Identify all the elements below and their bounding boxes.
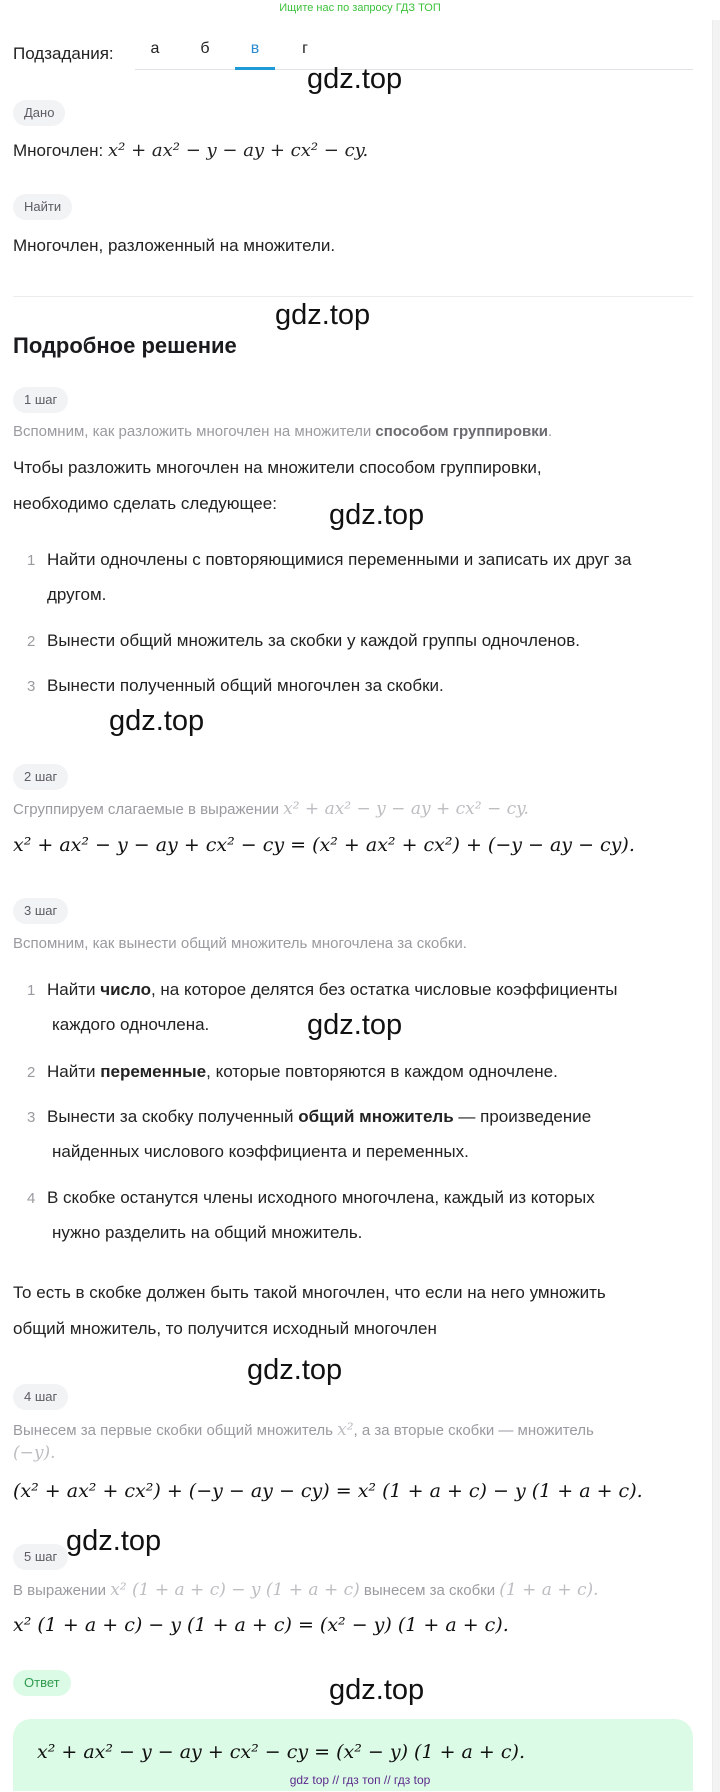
list-number: 1	[27, 552, 36, 569]
find-text: Многочлен, разложенный на множители.	[13, 236, 336, 255]
watermark: gdz.top	[109, 705, 205, 737]
step-4-hint-math2: (−y).	[13, 1443, 56, 1463]
step-4-equation: (x² + ax² + cx²) + (−y − ay − cy) = x² (1 + a + c) − y (1 + a + c).	[13, 1480, 643, 1502]
list-text-cont: нужно разделить на общий множитель.	[52, 1223, 363, 1242]
step-1-intro-2: необходимо сделать следующее:	[13, 494, 277, 513]
list-text: Найти	[47, 1062, 101, 1081]
watermark: gdz.top	[307, 1009, 403, 1041]
watermark: gdz.top	[275, 299, 371, 331]
step-1-chip: 1 шаг	[13, 387, 68, 413]
step-5-equation: x² (1 + a + c) − y (1 + a + c) = (x² − y) (1 + a + c).	[13, 1614, 509, 1636]
list-number: 2	[27, 1064, 36, 1081]
list-text: Вынести полученный общий многочлен за скобки.	[47, 676, 444, 695]
step-5-hint-mid: вынесем за скобки	[359, 1582, 500, 1599]
watermark: gdz.top	[307, 63, 403, 95]
list-text-post: , на которое делятся без остатка числовые коэффициенты	[150, 980, 618, 999]
step-4-hint-cont	[13, 1443, 56, 1463]
tab-a[interactable]: а	[150, 40, 160, 57]
step-3-note-1: То есть в скобке должен быть такой многочлен, что если на него умножить	[13, 1283, 606, 1302]
step-5-hint-math: x² (1 + a + c) − y (1 + a + c)	[110, 1580, 360, 1600]
step-3-hint: Вспомним, как вынести общий множитель многочлена за скобки.	[13, 935, 467, 952]
list-text-cont: каждого одночлена.	[52, 1015, 210, 1034]
tab-g[interactable]: г	[302, 40, 308, 57]
list-text-cont: найденных числового коэффициента и переменных.	[52, 1142, 469, 1161]
step-1-list-item	[27, 676, 687, 696]
page-scrollbar[interactable]	[712, 20, 720, 1792]
step-5-hint-math2: (1 + a + c).	[499, 1580, 599, 1600]
step-1-list-item	[27, 631, 687, 651]
step-3-list-item	[27, 1188, 687, 1243]
step-2-equation: x² + ax² − y − ay + cx² − cy = (x² + ax² + cx²) + (−y − ay − cy).	[13, 834, 635, 856]
step-2-hint-math: x² + ax² − y − ay + cx² − cy.	[283, 799, 529, 819]
subtasks-bar	[13, 44, 135, 64]
step-2-hint	[13, 799, 529, 819]
step-1-list-item	[27, 550, 687, 605]
step-5-hint-text: В выражении	[13, 1582, 111, 1599]
given-text	[13, 140, 368, 161]
step-2-hint-text: Сгруппируем слагаемые в выражении	[13, 801, 284, 818]
step-4-hint-mid: , а за вторые скобки — множитель	[353, 1422, 594, 1439]
step-3-list-item	[27, 1107, 687, 1162]
list-number: 3	[27, 1109, 36, 1126]
step-2-chip: 2 шаг	[13, 764, 68, 790]
list-text: В скобке останутся члены исходного многочлена, каждый из которых	[47, 1188, 595, 1207]
list-bold: число	[100, 980, 151, 999]
list-text: Вынести за скобку полученный	[47, 1107, 299, 1126]
step-3-list-item	[27, 1062, 687, 1082]
step-1-hint	[13, 423, 552, 440]
solution-title: Подробное решение	[13, 333, 237, 358]
step-4-hint-math: x²	[337, 1420, 354, 1440]
step-1-hint-bold: способом группировки	[375, 423, 548, 440]
list-bold: общий множитель	[298, 1107, 454, 1126]
step-4-chip: 4 шаг	[13, 1384, 68, 1410]
answer-chip: Ответ	[13, 1670, 71, 1696]
step-1-intro-1: Чтобы разложить многочлен на множители способом группировки,	[13, 458, 542, 477]
step-1-hint-text: Вспомним, как разложить многочлен на множители	[13, 423, 376, 440]
watermark: gdz.top	[329, 1674, 425, 1706]
tab-b[interactable]: б	[200, 40, 210, 57]
search-banner: Ищите нас по запросу ГДЗ ТОП	[279, 2, 441, 14]
subtask-tabs	[135, 38, 693, 70]
list-text-cont: другом.	[47, 585, 107, 604]
find-chip: Найти	[13, 194, 72, 220]
answer-equation: x² + ax² − y − ay + cx² − cy = (x² − y) (1 + a + c).	[37, 1741, 525, 1763]
given-math: x² + ax² − y − ay + cx² − cy.	[107, 140, 369, 161]
step-3-note-2: общий множитель, то получится исходный многочлен	[13, 1319, 437, 1338]
footer-links[interactable]: gdz top // гдз топ // гдз top	[289, 1773, 431, 1787]
list-number: 3	[27, 678, 36, 695]
step-5-chip: 5 шаг	[13, 1544, 68, 1570]
list-text: Вынести общий множитель за скобки у каждой группы одночленов.	[47, 631, 581, 650]
divider	[13, 296, 693, 297]
watermark: gdz.top	[247, 1354, 343, 1386]
step-5-hint	[13, 1580, 599, 1600]
given-chip: Дано	[13, 100, 65, 126]
list-number: 2	[27, 633, 36, 650]
list-text: Найти одночлены с повторяющимися переменными и записать их друг за	[47, 550, 632, 569]
list-number: 4	[27, 1190, 36, 1207]
step-4-hint	[13, 1420, 594, 1440]
list-number: 1	[27, 982, 36, 999]
watermark: gdz.top	[329, 499, 425, 531]
list-bold: переменные	[100, 1062, 207, 1081]
subtasks-label: Подзадания:	[13, 44, 114, 63]
step-4-hint-text: Вынесем за первые скобки общий множитель	[13, 1422, 338, 1439]
watermark: gdz.top	[66, 1525, 162, 1557]
step-1-hint-suffix: .	[547, 423, 553, 440]
tab-v[interactable]: в	[235, 38, 275, 70]
list-text: Найти	[47, 980, 101, 999]
list-text-post: — произведение	[453, 1107, 592, 1126]
step-3-chip: 3 шаг	[13, 898, 68, 924]
list-text-post: , которые повторяются в каждом одночлене.	[206, 1062, 558, 1081]
given-prefix: Многочлен:	[13, 141, 108, 160]
